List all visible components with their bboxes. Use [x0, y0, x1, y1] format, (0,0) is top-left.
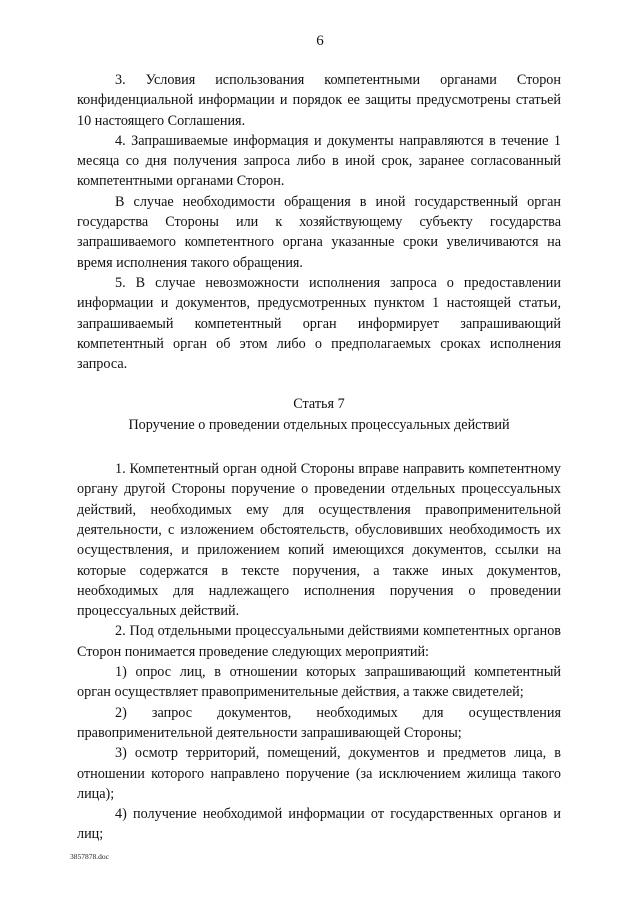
article-title: Поручение о проведении отдельных процессуальных действий: [128, 416, 510, 433]
paragraph-other-authority: В случае необходимости обращения в иной государственный орган государства Стороны или к хозяйствующему субъекту государства запрашиваемого компетентного органа указанные сроки увеличиваются на время исполнения такого обращения.: [77, 193, 561, 271]
list-item-interview: 1) опрос лиц, в отношении которых запрашивающий компетентный орган осуществляет правоприменительные действия, а также свидетелей;: [77, 664, 561, 701]
article-heading: Статья 7: [293, 396, 345, 413]
document-body: [77, 70, 561, 845]
page-number: 6: [316, 33, 324, 49]
paragraph-item-4: 4. Запрашиваемые информация и документы направляются в течение 1 месяца со дня получения запроса либо в иной срок, заранее согласованный компетентными органами Сторон.: [77, 132, 561, 190]
footer-filename: 3857878.doc: [70, 852, 109, 861]
paragraph-article-item-2: 2. Под отдельными процессуальными действиями компетентных органов Сторон понимается проведение следующих мероприятий:: [77, 623, 561, 660]
paragraph-item-3: 3. Условия использования компетентными органами Сторон конфиденциальной информации и порядок ее защиты предусмотрены статьей 10 настоящего Соглашения.: [77, 72, 561, 129]
list-item-documents-request: 2) запрос документов, необходимых для осуществления правоприменительной деятельности запрашивающей Стороны;: [77, 704, 561, 741]
list-item-information: 4) получение необходимой информации от государственных органов и лиц;: [77, 806, 561, 843]
paragraph-item-5: 5. В случае невозможности исполнения запроса о предоставлении информации и документов, предусмотренных пунктом 1 настоящей статьи, запрашиваемый компетентный орган информирует запрашивающий компетентный орган об этом либо о предполагаемых сроках исполнения запроса.: [77, 274, 561, 373]
list-item-inspection: 3) осмотр территорий, помещений, документов и предметов лица, в отношении которого направлено поручение (за исключением жилища такого лица);: [77, 745, 561, 802]
paragraph-article-item-1: 1. Компетентный орган одной Стороны вправе направить компетентному органу другой Стороны поручение о проведении отдельных процессуальных действий, необходимых ему для осуществления правоприменительной деятельности, с изложением обстоятельств, обусловивших необходимость их осуществления, и приложением копий имеющихся документов, ссылки на которые содержатся в тексте поручения, а также иных документов, необходимых для надлежащего исполнения поручения о проведении процессуальных действий.: [77, 461, 561, 620]
